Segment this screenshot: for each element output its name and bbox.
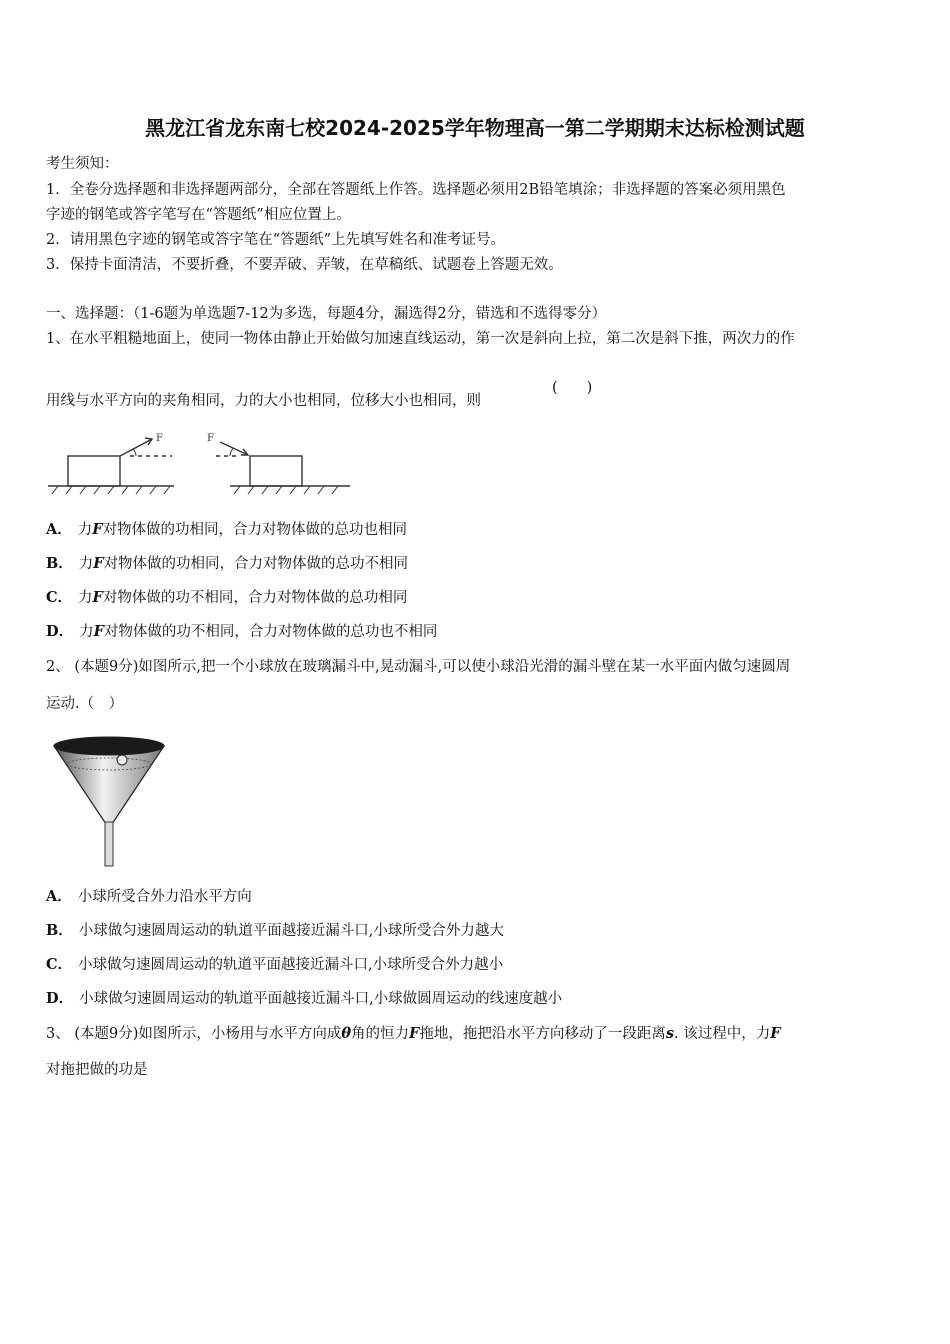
q2-text-line1: 2、 (本题9分)如图所示,把一个小球放在玻璃漏斗中,晃动漏斗,可以使小球沿光滑的漏斗壁在某一水平面内做匀速圆周: [46, 659, 791, 675]
q1-option-d[interactable]: D． 力F对物体做的功不相同，合力对物体做的总功也不相同: [46, 623, 438, 640]
q3-text-line1: 3、 (本题9分)如图所示，小杨用与水平方向成θ角的恒力F拖地，拖把沿水平方向移动了一段距离s. 该过程中，力F: [46, 1025, 781, 1042]
q2-option-c[interactable]: C． 小球做匀速圆周运动的轨道平面越接近漏斗口,小球所受合外力越小: [46, 956, 504, 973]
q2-option-b[interactable]: B． 小球做匀速圆周运动的轨道平面越接近漏斗口,小球所受合外力越大: [46, 922, 504, 939]
q1-left-diagram: [48, 438, 174, 494]
q1-option-c[interactable]: C． 力F对物体做的功不相同，合力对物体做的总功相同: [46, 589, 408, 606]
q3-text-line2: 对拖把做的功是: [46, 1062, 148, 1078]
q1-left-f-label: F: [156, 433, 163, 444]
q2-text-line2: 运动.（ ）: [46, 696, 124, 712]
section-heading: 一、选择题：（1-6题为单选题7-12为多选，每题4分，漏选得2分，错选和不选得零分）: [46, 306, 607, 322]
q2-option-a[interactable]: A． 小球所受合外力沿水平方向: [46, 888, 252, 905]
notice-item-1: 1．全卷分选择题和非选择题两部分，全部在答题纸上作答。选择题必须用2B铅笔填涂；非选择题的答案必须用黑色: [46, 182, 786, 198]
q1-option-a[interactable]: A． 力F对物体做的功相同，合力对物体做的总功也相同: [46, 521, 408, 538]
q1-text-line1: 1、在水平粗糙地面上，使同一物体由静止开始做匀加速直线运动，第一次是斜向上拉，第二次是斜下推，两次力的作: [46, 331, 795, 347]
q1-answer-paren: ( ): [552, 380, 593, 396]
q1-option-b[interactable]: B． 力F对物体做的功相同，合力对物体做的总功不相同: [46, 555, 409, 572]
notice-item-2: 2．请用黑色字迹的钢笔或答字笔在“答题纸”上先填写姓名和准考证号。: [46, 232, 506, 248]
q2-option-d[interactable]: D． 小球做匀速圆周运动的轨道平面越接近漏斗口,小球做圆周运动的线速度越小: [46, 990, 563, 1007]
ball-icon: [117, 755, 127, 765]
q1-text-line2: 用线与水平方向的夹角相同，力的大小也相同，位移大小也相同，则: [46, 393, 481, 409]
page-title: 黑龙江省龙东南七校2024-2025学年物理高一第二学期期末达标检测试题: [145, 116, 805, 140]
notice-item-1-cont: 字迹的钢笔或答字笔写在“答题纸”相应位置上。: [46, 207, 351, 223]
q1-right-diagram: [216, 442, 350, 494]
notice-item-3: 3．保持卡面清洁，不要折叠，不要弄破、弄皱，在草稿纸、试题卷上答题无效。: [46, 257, 563, 273]
q1-right-f-label: F: [207, 433, 214, 444]
q1-figure: [44, 428, 354, 498]
q2-funnel-figure: [50, 734, 170, 870]
notice-heading: 考生须知：: [46, 156, 119, 172]
